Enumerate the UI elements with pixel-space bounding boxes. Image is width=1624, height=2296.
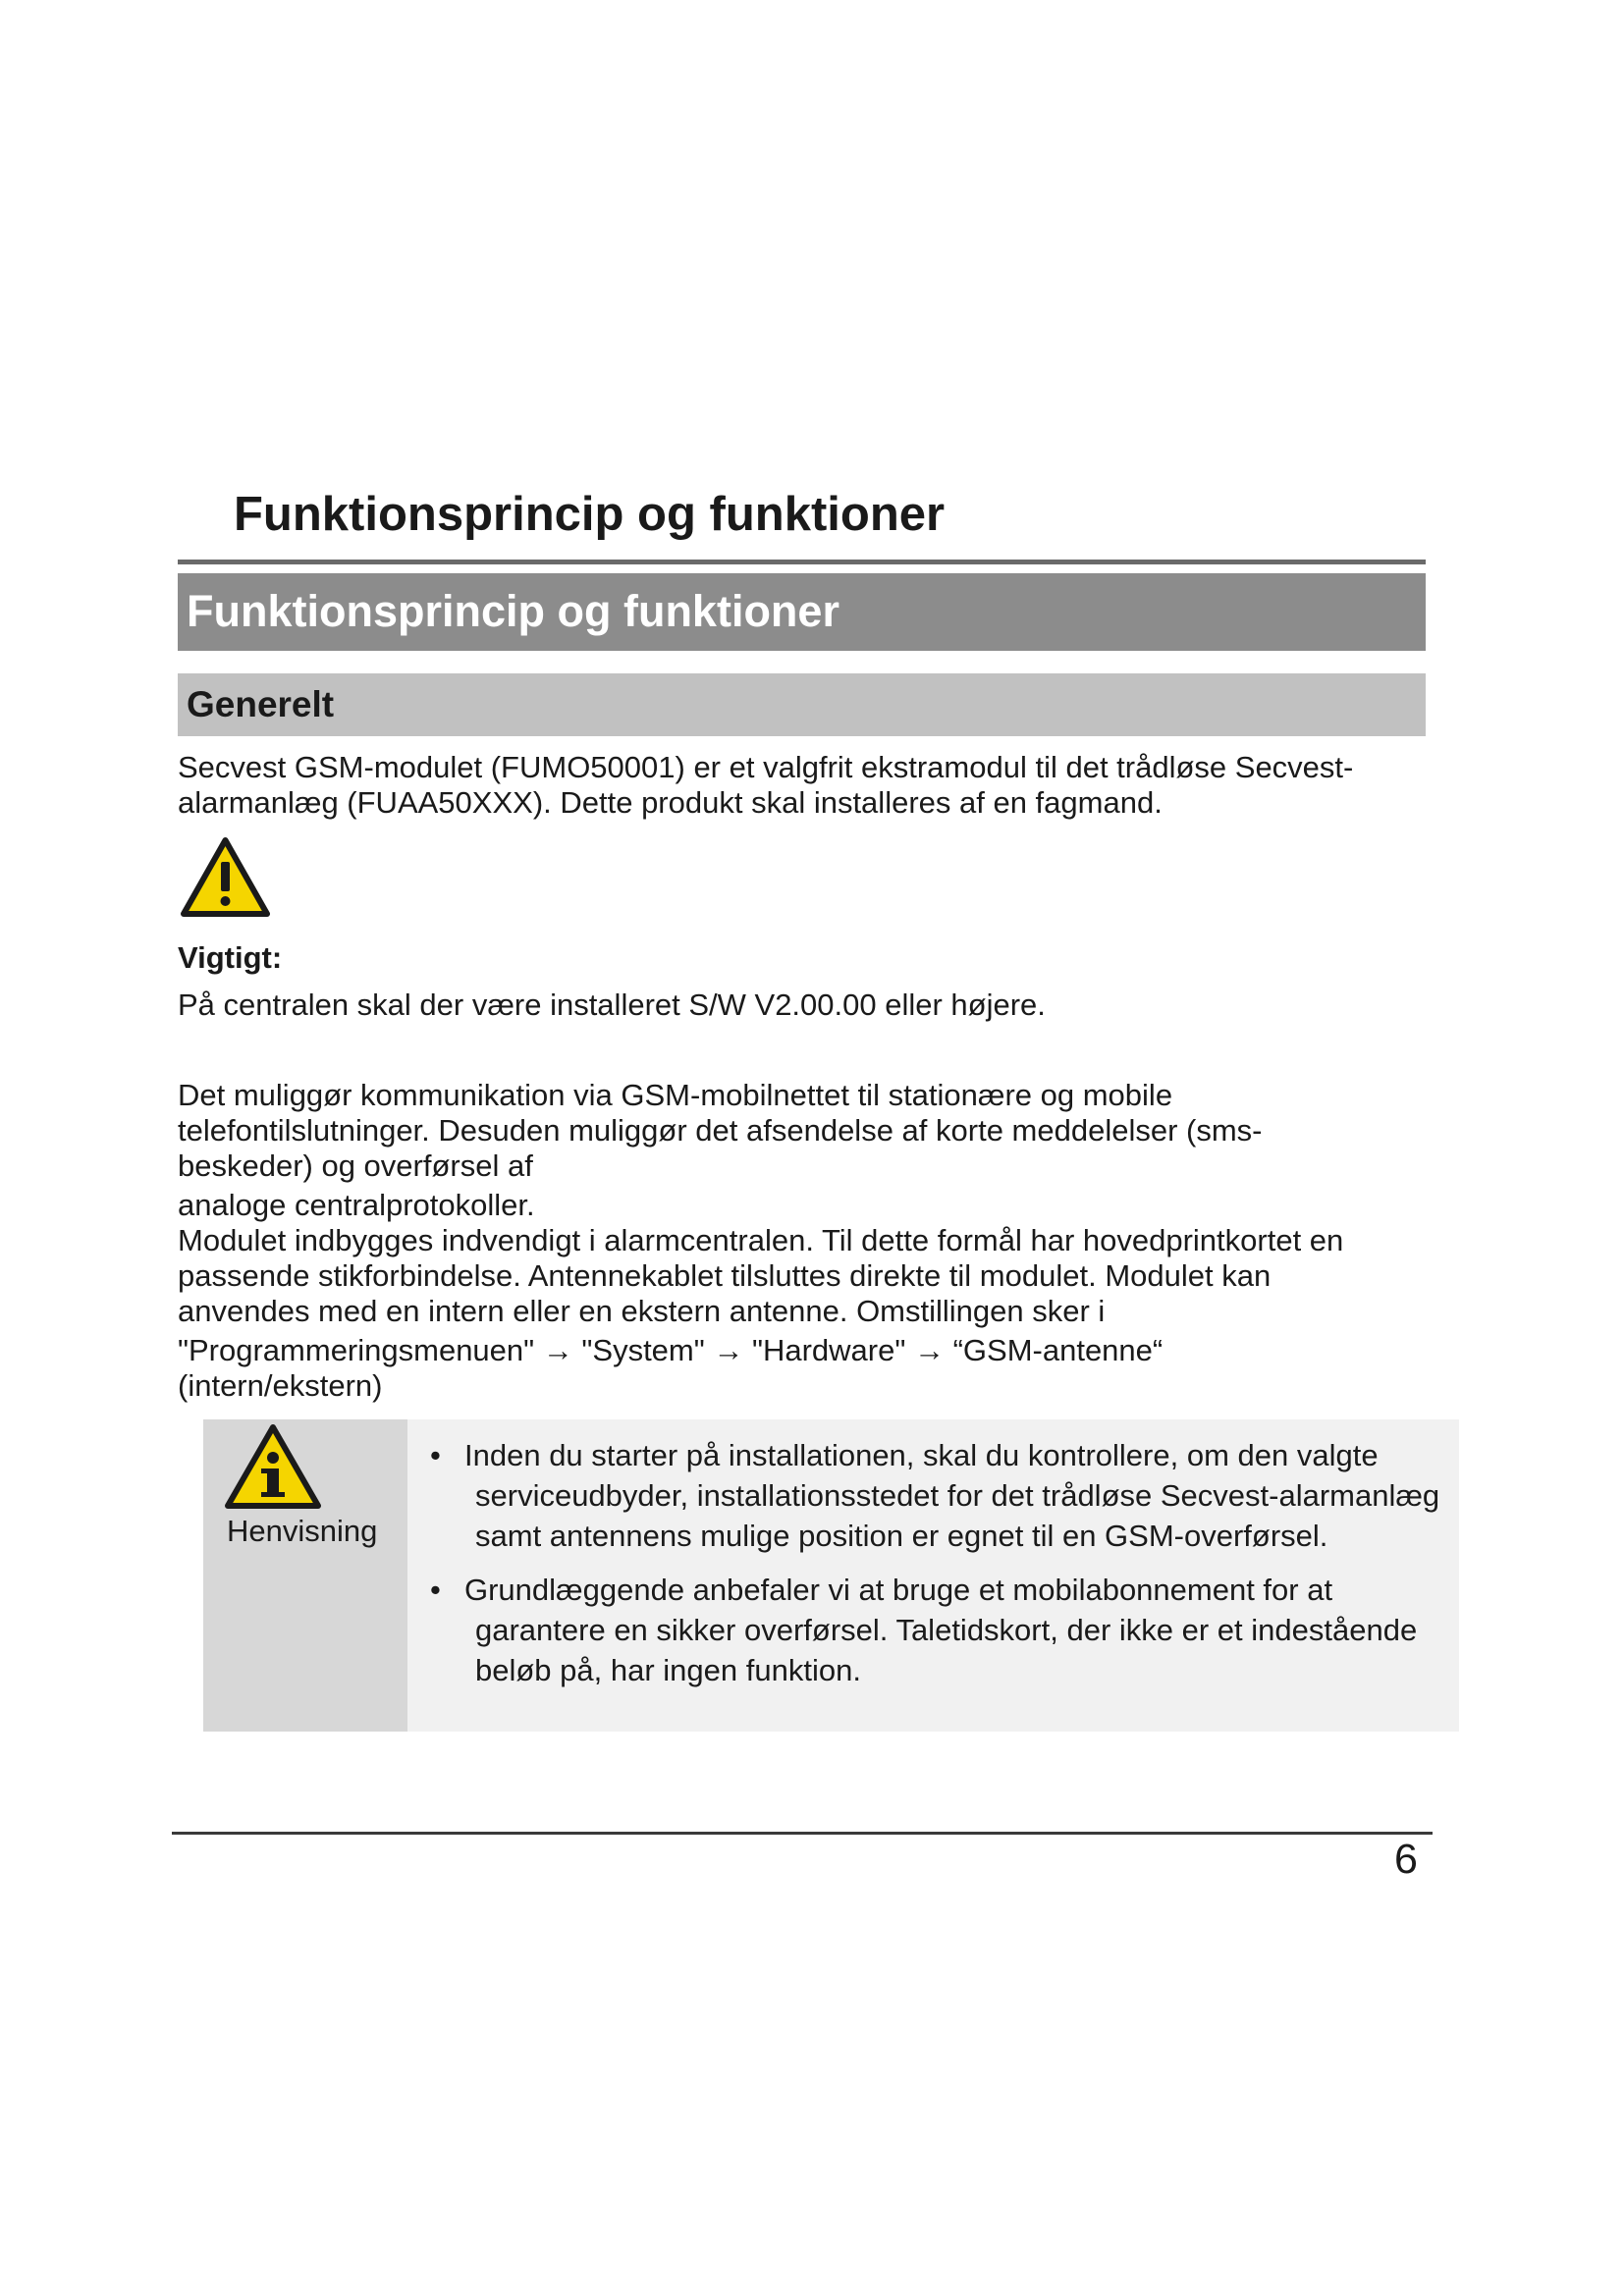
section-header	[178, 573, 1426, 651]
body-line: passende stikforbindelse. Antennekablet tilsluttes direkte til modulet. Modulet kan	[178, 1258, 1272, 1293]
note-list	[427, 1435, 1453, 1704]
note-box	[203, 1419, 1459, 1732]
body-line: "Programmeringsmenuen" → "System" → "Hardware" → “GSM-antenne“	[178, 1333, 1164, 1367]
subsection-title: Generelt	[187, 684, 335, 724]
body-line: (intern/ekstern)	[178, 1368, 383, 1403]
important-label: Vigtigt:	[178, 940, 283, 975]
body-line: Det muliggør kommunikation via GSM-mobilnettet til stationære og mobile	[178, 1078, 1173, 1112]
body-line: Modulet indbygges indvendigt i alarmcentralen. Til dette formål har hovedprintkortet en	[178, 1223, 1344, 1257]
body-line: anvendes med en intern eller en ekstern antenne. Omstillingen sker i	[178, 1294, 1106, 1328]
page-number: 6	[1394, 1836, 1418, 1883]
body-line: telefontilslutninger. Desuden muliggør det afsendelse af korte meddelelser (sms-	[178, 1113, 1263, 1148]
body-line: beskeder) og overførsel af	[178, 1148, 533, 1183]
subsection-header	[178, 673, 1426, 736]
intro-paragraph	[178, 750, 1454, 821]
intro-line: Secvest GSM-modulet (FUMO50001) er et valgfrit ekstramodul til det trådløse Secvest-	[178, 750, 1354, 784]
title-divider	[178, 560, 1426, 564]
footer-divider	[172, 1832, 1433, 1835]
note-label: Henvisning	[227, 1514, 378, 1548]
intro-line: alarmanlæg (FUAA50XXX). Dette produkt skal installeres af en fagmand.	[178, 785, 1163, 820]
note-sidebar	[203, 1419, 407, 1732]
body-paragraph	[178, 1078, 1454, 1404]
warning-triangle-icon	[180, 836, 271, 919]
info-icon	[224, 1423, 322, 1512]
page-title: Funktionsprincip og funktioner	[234, 488, 946, 541]
important-text: På centralen skal der være installeret S/W V2.00.00 eller højere.	[178, 988, 1046, 1022]
note-item: • Inden du starter på installationen, skal du kontrollere, om den valgte serviceudbyder, installationsstedet for det trådløse Secvest-alarmanlæg samt antennens mulige position er egnet til en GSM-overførsel.	[427, 1435, 1453, 1556]
body-line: analoge centralprotokoller.	[178, 1188, 535, 1222]
section-title: Funktionsprincip og funktioner	[187, 586, 839, 636]
note-item: • Grundlæggende anbefaler vi at bruge et mobilabonnement for at garantere en sikker overførsel. Taletidskort, der ikke er et indestående beløb på, har ingen funktion.	[427, 1570, 1453, 1690]
